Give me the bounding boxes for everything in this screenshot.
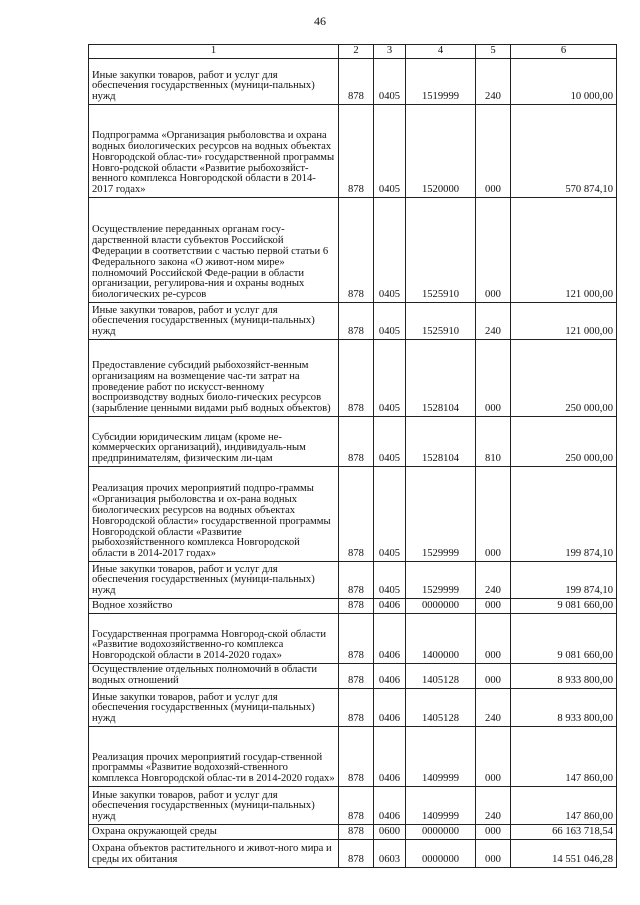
cell-amount: 8 933 800,00	[511, 689, 617, 727]
budget-table	[88, 44, 617, 868]
cell-c2: 878	[339, 105, 374, 198]
cell-c5: 000	[476, 614, 511, 664]
cell-amount: 14 551 046,28	[511, 840, 617, 868]
row-name: Подпрограмма «Организация рыболовства и охрана водных биологических ресурсов на водных объектах Новгородской облас-ти» государственной программы Новго-родской области «Развитие рыбохозяйст-венного комплекса Новгородской области в 2014-2017 годах»	[89, 105, 339, 198]
row-name: Осуществление переданных органам госу-дарственной власти субъектов Российской Федерации в соответствии с частью первой статьи 6 Федерального закона «О живот-ном мире» полномочий Российской Феде-рации в области организации, регулирова-ния и охраны водных биологических ре-сурсов	[89, 198, 339, 303]
cell-c2: 878	[339, 417, 374, 467]
column-header: 3	[374, 45, 406, 59]
table-row	[89, 825, 617, 840]
table-row	[89, 562, 617, 599]
cell-amount: 199 874,10	[511, 467, 617, 562]
cell-c4: 0000000	[406, 840, 476, 868]
cell-c2: 878	[339, 467, 374, 562]
cell-c4: 0000000	[406, 599, 476, 614]
cell-c4: 1529999	[406, 562, 476, 599]
cell-c3: 0600	[374, 825, 406, 840]
row-name: Охрана объектов растительного и живот-ного мира и среды их обитания	[89, 840, 339, 868]
cell-amount: 121 000,00	[511, 198, 617, 303]
table-row	[89, 787, 617, 825]
cell-c5: 000	[476, 467, 511, 562]
cell-c5: 240	[476, 303, 511, 340]
table-row	[89, 599, 617, 614]
table-row	[89, 105, 617, 198]
column-header: 2	[339, 45, 374, 59]
cell-c2: 878	[339, 198, 374, 303]
row-name: Охрана окружающей среды	[89, 825, 339, 840]
cell-c5: 000	[476, 599, 511, 614]
cell-c2: 878	[339, 689, 374, 727]
cell-amount: 250 000,00	[511, 340, 617, 417]
cell-c2: 878	[339, 840, 374, 868]
cell-c2: 878	[339, 562, 374, 599]
cell-c3: 0406	[374, 614, 406, 664]
cell-c3: 0405	[374, 59, 406, 105]
cell-c2: 878	[339, 59, 374, 105]
cell-c5: 240	[476, 787, 511, 825]
cell-c5: 000	[476, 727, 511, 787]
cell-c2: 878	[339, 340, 374, 417]
table-row	[89, 340, 617, 417]
row-name: Иные закупки товаров, работ и услуг для обеспечения государственных (муници-пальных) нужд	[89, 689, 339, 727]
cell-c5: 000	[476, 340, 511, 417]
column-header: 1	[89, 45, 339, 59]
cell-c3: 0406	[374, 664, 406, 689]
cell-c3: 0405	[374, 105, 406, 198]
cell-c4: 1405128	[406, 664, 476, 689]
page-number: 46	[314, 14, 326, 28]
cell-c3: 0405	[374, 417, 406, 467]
cell-c5: 810	[476, 417, 511, 467]
column-header: 5	[476, 45, 511, 59]
table-row	[89, 417, 617, 467]
cell-amount: 10 000,00	[511, 59, 617, 105]
cell-amount: 570 874,10	[511, 105, 617, 198]
row-name: Иные закупки товаров, работ и услуг для обеспечения государственных (муници-пальных) нужд	[89, 303, 339, 340]
table-row	[89, 840, 617, 868]
row-name: Предоставление субсидий рыбохозяйст-венным организациям на возмещение час-ти затрат на проведение работ по искусст-венному воспроизводству водных биоло-гических ресурсов (зарыбление ценными видами рыб водных объектов)	[89, 340, 339, 417]
cell-amount: 9 081 660,00	[511, 614, 617, 664]
cell-c4: 1528104	[406, 417, 476, 467]
row-name: Государственная программа Новгород-ской области «Развитие водохозяйственно-го комплекса Новгородской области в 2014-2020 годах»	[89, 614, 339, 664]
cell-c5: 000	[476, 825, 511, 840]
cell-c3: 0406	[374, 787, 406, 825]
cell-amount: 121 000,00	[511, 303, 617, 340]
cell-c5: 000	[476, 198, 511, 303]
row-name: Водное хозяйство	[89, 599, 339, 614]
cell-c3: 0405	[374, 562, 406, 599]
cell-c3: 0603	[374, 840, 406, 868]
cell-amount: 66 163 718,54	[511, 825, 617, 840]
cell-c5: 000	[476, 105, 511, 198]
cell-c5: 000	[476, 840, 511, 868]
cell-c2: 878	[339, 825, 374, 840]
header-row	[89, 45, 617, 59]
table-row	[89, 689, 617, 727]
cell-c3: 0406	[374, 689, 406, 727]
cell-c4: 0000000	[406, 825, 476, 840]
cell-c4: 1529999	[406, 467, 476, 562]
table-row	[89, 303, 617, 340]
row-name: Иные закупки товаров, работ и услуг для обеспечения государственных (муници-пальных) нужд	[89, 59, 339, 105]
cell-c4: 1519999	[406, 59, 476, 105]
row-name: Осуществление отдельных полномочий в области водных отношений	[89, 664, 339, 689]
cell-c5: 240	[476, 562, 511, 599]
cell-c4: 1520000	[406, 105, 476, 198]
cell-c5: 240	[476, 59, 511, 105]
cell-c3: 0405	[374, 467, 406, 562]
cell-c4: 1400000	[406, 614, 476, 664]
cell-c4: 1528104	[406, 340, 476, 417]
cell-c2: 878	[339, 664, 374, 689]
cell-c4: 1405128	[406, 689, 476, 727]
table-row	[89, 664, 617, 689]
row-name: Субсидии юридическим лицам (кроме не-коммерческих организаций), индивидуаль-ным предпринимателям, физическим ли-цам	[89, 417, 339, 467]
cell-amount: 199 874,10	[511, 562, 617, 599]
cell-c5: 240	[476, 689, 511, 727]
row-name: Реализация прочих мероприятий государ-ственной программы «Развитие водохозяй-ственного комплекса Новгородской облас-ти в 2014-2020 годах»	[89, 727, 339, 787]
cell-c2: 878	[339, 614, 374, 664]
cell-c2: 878	[339, 787, 374, 825]
cell-c5: 000	[476, 664, 511, 689]
cell-amount: 8 933 800,00	[511, 664, 617, 689]
cell-c4: 1525910	[406, 198, 476, 303]
row-name: Иные закупки товаров, работ и услуг для обеспечения государственных (муници-пальных) нужд	[89, 787, 339, 825]
cell-c4: 1409999	[406, 787, 476, 825]
cell-c2: 878	[339, 727, 374, 787]
cell-c2: 878	[339, 599, 374, 614]
column-header: 4	[406, 45, 476, 59]
cell-amount: 9 081 660,00	[511, 599, 617, 614]
cell-c3: 0406	[374, 599, 406, 614]
cell-amount: 147 860,00	[511, 727, 617, 787]
cell-amount: 147 860,00	[511, 787, 617, 825]
row-name: Иные закупки товаров, работ и услуг для обеспечения государственных (муници-пальных) нужд	[89, 562, 339, 599]
column-header: 6	[511, 45, 617, 59]
table-row	[89, 467, 617, 562]
table-row	[89, 614, 617, 664]
cell-c4: 1525910	[406, 303, 476, 340]
cell-c3: 0405	[374, 198, 406, 303]
cell-c4: 1409999	[406, 727, 476, 787]
cell-amount: 250 000,00	[511, 417, 617, 467]
cell-c3: 0406	[374, 727, 406, 787]
table-row	[89, 198, 617, 303]
row-name: Реализация прочих мероприятий подпро-граммы «Организация рыболовства и ох-рана водных биологических ресурсов на водных объектах Новгородской области» государственной программы Новгородской области «Развитие рыбохозяйственного комплекса Новгородской области в 2014-2017 годах»	[89, 467, 339, 562]
table-row	[89, 727, 617, 787]
cell-c3: 0405	[374, 340, 406, 417]
table-row	[89, 59, 617, 105]
cell-c2: 878	[339, 303, 374, 340]
cell-c3: 0405	[374, 303, 406, 340]
